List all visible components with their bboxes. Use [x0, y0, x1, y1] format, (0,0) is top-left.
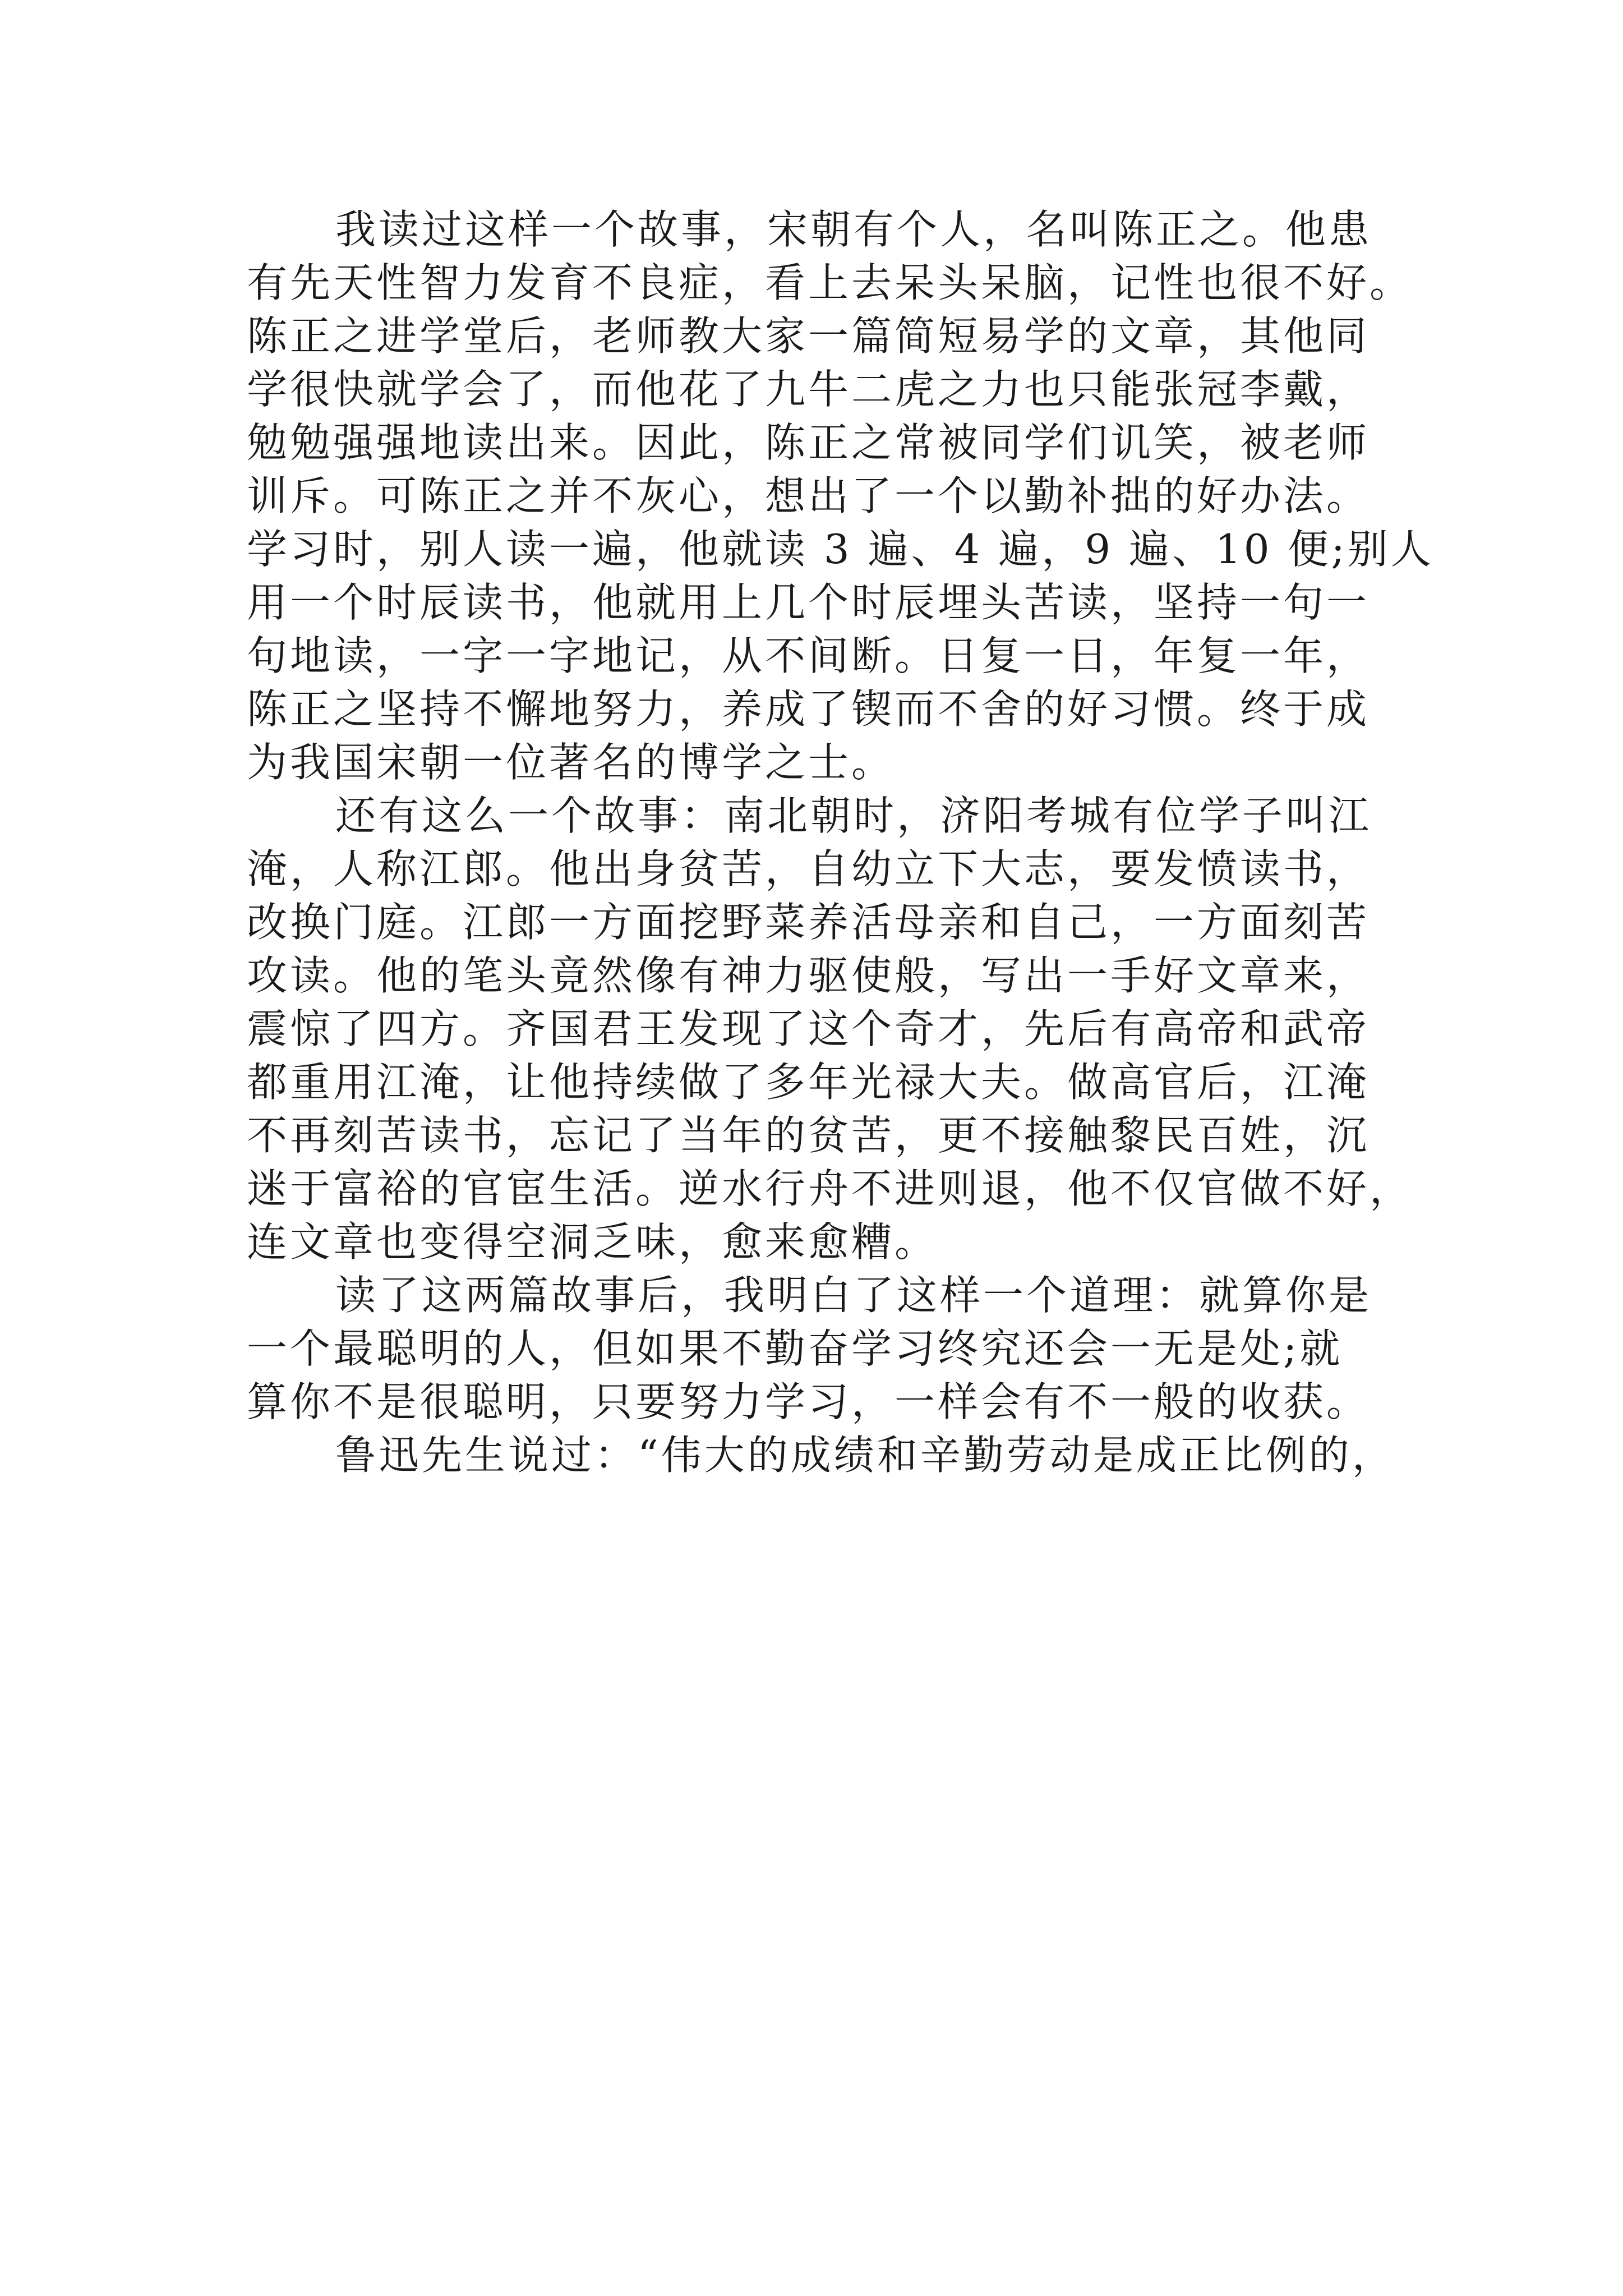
text-line: 都重用江淹，让他持续做了多年光禄大夫。做高官后，江淹: [247, 1059, 1370, 1106]
text-line: 勉勉强强地读出来。因此，陈正之常被同学们讥笑，被老师: [247, 419, 1370, 466]
text-line: 算你不是很聪明，只要努力学习，一样会有不一般的收获。: [247, 1378, 1370, 1425]
text-line: 陈正之进学堂后，老师教大家一篇简短易学的文章，其他同: [247, 312, 1370, 360]
document-body: [247, 203, 1434, 1482]
text-line: 迷于富裕的官宦生活。逆水行舟不进则退，他不仅官做不好，: [247, 1165, 1413, 1212]
text-line: 攻读。他的笔头竟然像有神力驱使般，写出一手好文章来，: [247, 952, 1370, 999]
text-line: 学习时，别人读一遍，他就读 3 遍、4 遍，9 遍、10 便;别人: [247, 526, 1434, 573]
text-line: 有先天性智力发育不良症，看上去呆头呆脑，记性也很不好。: [247, 259, 1413, 306]
text-line: 连文章也变得空洞乏味，愈来愈糟。: [247, 1218, 938, 1266]
text-line: 淹，人称江郎。他出身贫苦，自幼立下大志，要发愤读书，: [247, 845, 1370, 892]
text-line: 还有这么一个故事：南北朝时，济阳考城有位学子叫江: [335, 792, 1372, 839]
text-line: 一个最聪明的人，但如果不勤奋学习终究还会一无是处;就: [247, 1325, 1343, 1372]
text-line: 为我国宋朝一位著名的博学之士。: [247, 739, 895, 786]
text-line: 我读过这样一个故事，宋朝有个人，名叫陈正之。他患: [335, 206, 1372, 253]
text-line: 陈正之坚持不懈地努力，养成了锲而不舍的好习惯。终于成: [247, 685, 1370, 733]
text-line: 震惊了四方。齐国君王发现了这个奇才，先后有高帝和武帝: [247, 1005, 1370, 1052]
text-line: 鲁迅先生说过：“伟大的成绩和辛勤劳动是成正比例的，: [335, 1432, 1395, 1479]
text-line: 句地读，一字一字地记，从不间断。日复一日，年复一年，: [247, 632, 1370, 679]
text-line: 训斥。可陈正之并不灰心，想出了一个以勤补拙的好办法。: [247, 472, 1370, 519]
text-line: 用一个时辰读书，他就用上几个时辰埋头苦读，坚持一句一: [247, 579, 1370, 626]
text-line: 学很快就学会了，而他花了九牛二虎之力也只能张冠李戴，: [247, 366, 1370, 413]
text-line: 改换门庭。江郎一方面挖野菜养活母亲和自己，一方面刻苦: [247, 899, 1370, 946]
text-line: 不再刻苦读书，忘记了当年的贫苦，更不接触黎民百姓，沉: [247, 1112, 1370, 1159]
text-line: 读了这两篇故事后，我明白了这样一个道理：就算你是: [335, 1272, 1372, 1319]
